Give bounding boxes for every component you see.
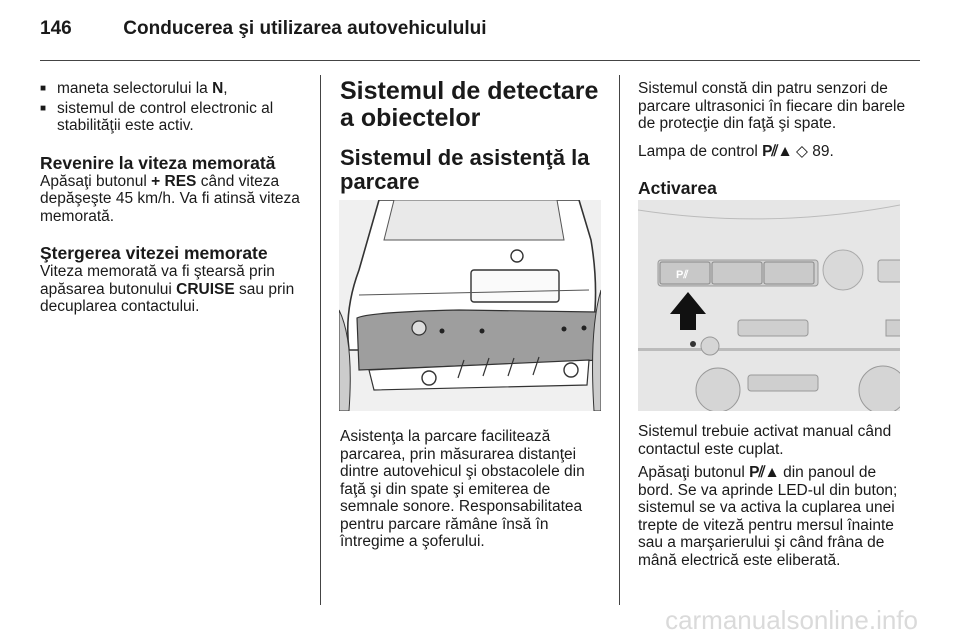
activation-note: Sistemul trebuie activat manual când contactul este cuplat. bbox=[638, 423, 892, 458]
sensor-description: Sistemul constă din patru senzori de parcare ultrasonici în fiecare din barele de protecţie din faţă şi spate. bbox=[638, 80, 906, 132]
section-heading-resume: Revenire la viteza memorată bbox=[40, 152, 276, 173]
section-text-resume: Apăsaţi butonul + RES când viteza depăşeşte 45 km/h. Va fi atinsă viteza memorată. bbox=[40, 172, 300, 225]
left-column bbox=[40, 80, 308, 316]
page-number: 146 bbox=[40, 18, 72, 39]
activation-instructions: Apăsaţi butonul P⫽▲ din panoul de bord. Se va aprinde LED-ul din buton; sistemul se va activa la cuplarea unei trepte de viteză pentru mersul înainte sau a marşarierului şi când frâna de mână electrică este eliberată. bbox=[638, 464, 898, 569]
parking-description: Asistenţa la parcare facilitează parcarea, prin măsurarea distanţei dintre autovehicul şi obstacolele din faţă şi din spate şi emiterea de semnale sonore. Responsabilitatea pentru parcare rămâne însă în întregime a şoferului. bbox=[340, 428, 585, 550]
parking-symbol-icon: P⫽▲ bbox=[762, 142, 792, 160]
svg-text:P⫽: P⫽ bbox=[676, 269, 689, 281]
header-rule bbox=[40, 60, 920, 61]
middle-text bbox=[340, 428, 605, 551]
watermark: carmanualsonline.info bbox=[665, 605, 918, 635]
section-heading-parking: Sistemul de asistenţă la parcare bbox=[340, 145, 590, 194]
dashboard-illustration bbox=[638, 200, 900, 411]
column-divider-1 bbox=[320, 75, 321, 605]
dashboard-figure bbox=[638, 200, 900, 411]
section-heading-activation: Activarea bbox=[638, 178, 717, 198]
section-heading-clear: Ştergerea vitezei memorate bbox=[40, 243, 268, 263]
right-text bbox=[638, 423, 908, 569]
column-divider-2 bbox=[619, 75, 620, 605]
section-text-clear: Viteza memorată va fi ştearsă prin apăsarea butonului CRUISE sau prin decuplarea contactului. bbox=[40, 263, 295, 315]
right-column bbox=[638, 80, 908, 198]
car-rear-illustration bbox=[339, 200, 601, 411]
parking-symbol-icon: P⫽▲ bbox=[749, 464, 779, 481]
page-title: Conducerea şi utilizarea autovehiculului bbox=[123, 18, 487, 39]
car-rear-figure bbox=[339, 200, 601, 411]
list-item: ■ sistemul de control electronic al stabilităţii este activ. bbox=[40, 100, 308, 135]
middle-column bbox=[340, 78, 605, 194]
control-lamp-line: Lampa de control P⫽▲ ◇ 89. bbox=[638, 142, 834, 160]
chapter-heading: Sistemul de detectare a obiectelor bbox=[340, 77, 599, 132]
bullet-list bbox=[40, 80, 308, 135]
list-item: ■ maneta selectorului la N, bbox=[40, 80, 308, 98]
page-header bbox=[40, 18, 486, 40]
